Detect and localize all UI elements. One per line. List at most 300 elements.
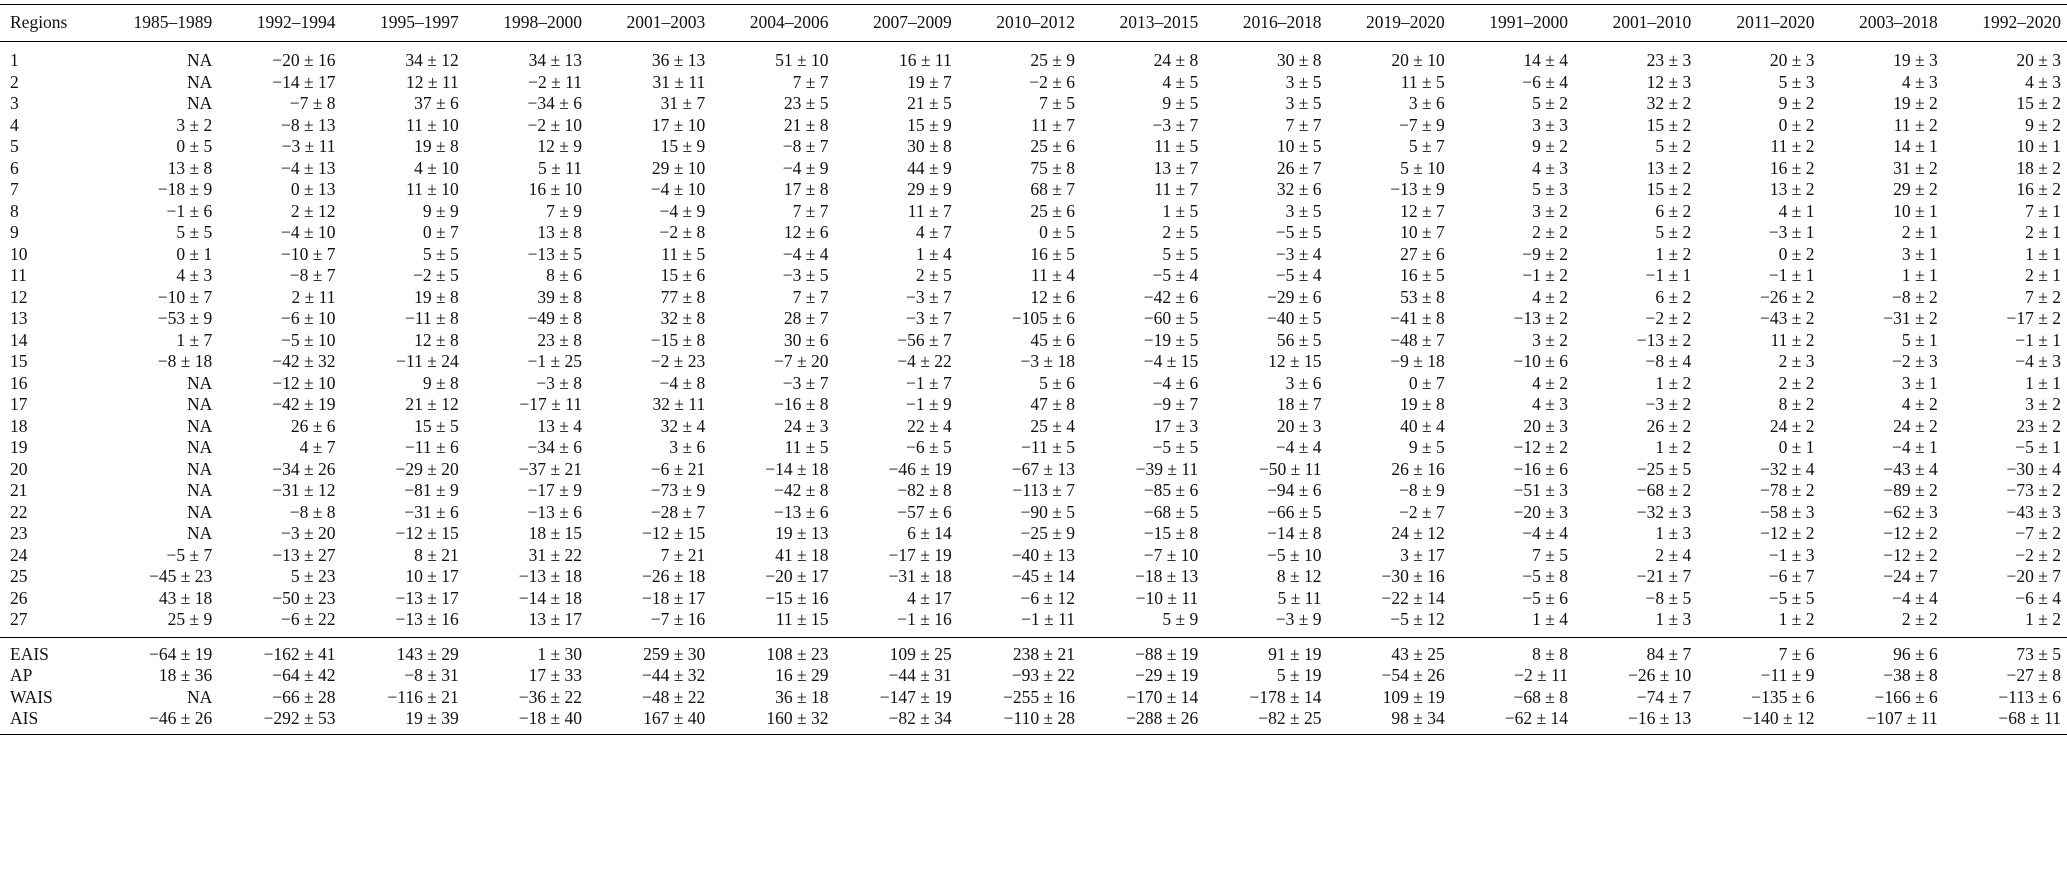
table-cell: 9 ± 2 <box>2025 114 2061 135</box>
table-cell: 29 ± 10 <box>651 157 706 178</box>
table-cell: 4 ± 2 <box>1532 286 1568 307</box>
table-cell: 25 ± 9 <box>167 609 213 629</box>
table-cell: −292 ± 53 <box>218 708 341 734</box>
table-cell: 1 ± 5 <box>1162 200 1199 221</box>
table-cell: −288 ± 26 <box>1081 708 1204 734</box>
table-cell: −10 ± 7 <box>281 243 336 264</box>
table-row <box>0 136 2067 158</box>
column-header: 1992–2020 <box>1944 5 2067 42</box>
table-cell: −8 ± 7 <box>289 265 336 285</box>
row-label: 24 <box>10 544 28 565</box>
table-cell: NA <box>186 523 213 543</box>
table-cell: −40 ± 5 <box>1267 308 1322 328</box>
table-cell: −16 ± 6 <box>1513 458 1568 479</box>
table-cell: −42 ± 8 <box>774 480 829 500</box>
table-cell: −43 ± 2 <box>1760 308 1815 328</box>
table-cell: −45 ± 14 <box>1011 566 1075 586</box>
table-cell: −3 ± 7 <box>1152 114 1199 135</box>
table-cell: −178 ± 14 <box>1249 686 1322 707</box>
table-cell: 15 ± 6 <box>660 265 706 285</box>
table-cell: −67 ± 13 <box>1011 458 1075 479</box>
table-cell: 4 ± 7 <box>915 222 952 242</box>
table-cell: 7 ± 21 <box>660 544 706 565</box>
header-row <box>0 5 2067 42</box>
column-header: 2019–2020 <box>1328 5 1451 42</box>
table-cell: −2 ± 3 <box>1892 351 1938 371</box>
column-header: 2013–2015 <box>1081 5 1204 42</box>
table-cell: −94 ± 6 <box>1267 480 1322 500</box>
table-cell: 7 ± 7 <box>792 200 829 221</box>
table-cell: 5 ± 11 <box>1277 587 1322 608</box>
table-cell: 7 ± 6 <box>1697 637 1820 665</box>
table-cell: −10 ± 6 <box>1513 351 1568 371</box>
table-cell: 40 ± 4 <box>1400 415 1445 436</box>
table-cell: 2 ± 1 <box>2025 265 2061 285</box>
table-cell: −147 ± 19 <box>879 686 952 707</box>
table-cell: 39 ± 8 <box>537 286 582 307</box>
table-cell: 20 ± 10 <box>1391 50 1445 70</box>
table-cell: 4 ± 2 <box>1532 372 1568 393</box>
table-cell: −170 ± 14 <box>1126 686 1199 707</box>
table-cell: −12 ± 2 <box>1883 523 1938 543</box>
table-cell: 28 ± 7 <box>783 308 829 328</box>
table-cell: −20 ± 17 <box>765 566 829 586</box>
table-cell: −42 ± 19 <box>272 394 336 414</box>
table-row <box>0 373 2067 395</box>
table-cell: −5 ± 10 <box>281 329 336 350</box>
table-cell: 25 ± 6 <box>1030 136 1075 156</box>
table-cell: 45 ± 6 <box>1030 329 1075 350</box>
table-cell: −89 ± 2 <box>1883 480 1938 500</box>
table-cell: −68 ± 2 <box>1636 480 1692 500</box>
table-cell: 75 ± 8 <box>1030 157 1075 178</box>
table-cell: −18 ± 17 <box>642 587 706 608</box>
table-cell: −1 ± 16 <box>897 609 952 629</box>
table-cell: 12 ± 3 <box>1646 71 1692 92</box>
table-cell: 0 ± 7 <box>1408 372 1445 393</box>
table-cell: 4 ± 10 <box>414 157 459 178</box>
table-cell: −3 ± 20 <box>281 523 336 543</box>
table-cell: −62 ± 14 <box>1451 708 1574 734</box>
table-cell: 9 ± 9 <box>422 200 459 221</box>
table-cell: 68 ± 7 <box>1030 179 1075 199</box>
table-cell: −46 ± 19 <box>888 458 952 479</box>
table-cell: 19 ± 13 <box>775 523 829 543</box>
table-cell: 16 ± 5 <box>1400 265 1445 285</box>
row-label: 15 <box>10 351 28 371</box>
table-cell: −73 ± 2 <box>2006 480 2061 500</box>
table-cell: 24 ± 12 <box>1391 523 1445 543</box>
table-cell: −7 ± 16 <box>650 609 706 629</box>
table-cell: −20 ± 3 <box>1513 501 1568 522</box>
table-cell: −1 ± 1 <box>1645 265 1692 285</box>
table-cell: −13 ± 6 <box>774 501 829 522</box>
row-label: 25 <box>10 566 28 586</box>
table-cell: 26 ± 7 <box>1276 157 1322 178</box>
table-cell: −3 ± 11 <box>281 136 336 156</box>
table-cell: 8 ± 21 <box>414 544 459 565</box>
table-cell: 2 ± 12 <box>290 200 336 221</box>
table-cell: 91 ± 19 <box>1204 637 1327 665</box>
table-cell: −31 ± 18 <box>888 566 952 586</box>
table-cell: NA <box>186 71 213 92</box>
table-cell: 20 ± 3 <box>1769 50 1815 70</box>
table-cell: 1 ± 2 <box>1655 437 1692 457</box>
row-label: 1 <box>10 50 19 70</box>
row-label: 23 <box>10 523 28 543</box>
table-cell: −42 ± 6 <box>1143 286 1199 307</box>
table-cell: 34 ± 13 <box>528 50 582 70</box>
table-cell: 32 ± 8 <box>660 308 706 328</box>
row-label: 5 <box>10 136 19 156</box>
table-cell: −1 ± 6 <box>166 200 213 221</box>
table-row <box>0 201 2067 223</box>
table-cell: 12 ± 9 <box>537 136 582 156</box>
table-cell: −11 ± 24 <box>396 351 459 371</box>
table-cell: −31 ± 6 <box>404 501 459 522</box>
table-cell: −1 ± 1 <box>1768 265 1815 285</box>
table-cell: −2 ± 11 <box>528 71 582 92</box>
table-cell: −8 ± 18 <box>157 351 213 371</box>
table-cell: 36 ± 18 <box>775 686 829 707</box>
table-cell: −2 ± 2 <box>2015 544 2061 565</box>
table-cell: −9 ± 7 <box>1152 394 1199 414</box>
table-cell: −7 ± 9 <box>1399 114 1445 135</box>
row-label: 4 <box>10 114 19 135</box>
table-cell: −34 ± 6 <box>527 93 582 113</box>
table-cell: 13 ± 8 <box>537 222 582 242</box>
table-cell: 17 ± 8 <box>783 179 829 199</box>
table-cell: 30 ± 8 <box>907 136 952 156</box>
table-cell: 10 ± 1 <box>1893 200 1938 221</box>
table-cell: 5 ± 7 <box>1408 136 1445 156</box>
table-cell: 4 ± 7 <box>299 437 336 457</box>
table-cell: 47 ± 8 <box>1030 394 1075 414</box>
table-cell: −1 ± 3 <box>1768 544 1815 565</box>
table-cell: 19 ± 8 <box>414 286 459 307</box>
table-cell: 31 ± 7 <box>660 93 706 113</box>
summary-rows <box>0 637 2067 734</box>
row-label: 17 <box>10 394 28 414</box>
table-cell: −4 ± 4 <box>1522 523 1568 543</box>
table-cell: −34 ± 6 <box>527 437 582 457</box>
table-cell: −255 ± 16 <box>1003 686 1075 707</box>
table-cell: 15 ± 2 <box>1646 179 1692 199</box>
row-label: 20 <box>10 458 28 479</box>
table-cell: 5 ± 9 <box>1162 609 1199 629</box>
table-cell: −16 ± 13 <box>1574 708 1697 734</box>
table-cell: −2 ± 6 <box>1029 71 1075 92</box>
table-cell: 6 ± 14 <box>907 523 952 543</box>
table-cell: 0 ± 2 <box>1778 243 1815 264</box>
table-cell: 5 ± 11 <box>538 157 582 178</box>
table-cell: 18 ± 15 <box>528 523 582 543</box>
table-cell: 12 ± 8 <box>414 329 459 350</box>
table-row <box>0 394 2067 416</box>
row-label: WAIS <box>10 686 53 707</box>
table-cell: 84 ± 7 <box>1574 637 1697 665</box>
table-cell: 8 ± 12 <box>1276 566 1322 586</box>
table-cell: −49 ± 8 <box>527 308 582 328</box>
table-cell: −113 ± 6 <box>1998 686 2061 707</box>
table-cell: −5 ± 1 <box>2015 437 2061 457</box>
table-cell: −29 ± 19 <box>1135 665 1199 685</box>
table-cell: 11 ± 5 <box>1400 71 1445 92</box>
table-cell: 3 ± 2 <box>1532 200 1568 221</box>
table-cell: 1 ± 4 <box>1532 609 1568 629</box>
table-cell: 4 ± 17 <box>907 587 952 608</box>
table-cell: 5 ± 5 <box>176 222 213 242</box>
column-header-regions: Regions <box>0 5 95 42</box>
table-cell: −62 ± 3 <box>1883 501 1938 522</box>
table-cell: −3 ± 7 <box>906 286 952 307</box>
table-cell: 8 ± 6 <box>546 265 582 285</box>
table-cell: −82 ± 8 <box>897 480 952 500</box>
table-row <box>0 437 2067 459</box>
table-cell: −7 ± 10 <box>1143 544 1199 565</box>
table-row <box>0 287 2067 309</box>
table-cell: 18 ± 36 <box>158 665 213 685</box>
table-cell: 21 ± 8 <box>783 114 829 135</box>
table-cell: 7 ± 7 <box>792 71 829 92</box>
table-cell: 23 ± 2 <box>2016 415 2061 436</box>
row-label: AP <box>10 665 33 685</box>
table-cell: 37 ± 6 <box>414 93 459 113</box>
table-cell: NA <box>186 501 213 522</box>
table-cell: −6 ± 21 <box>650 458 706 479</box>
table-cell: 2 ± 2 <box>1778 372 1815 393</box>
table-cell: 1 ± 2 <box>1655 372 1692 393</box>
table-cell: 98 ± 34 <box>1328 708 1451 734</box>
table-cell: 19 ± 8 <box>1400 394 1445 414</box>
table-cell: 19 ± 2 <box>1893 93 1938 113</box>
table-cell: −51 ± 3 <box>1513 480 1568 500</box>
row-label: 11 <box>10 265 27 285</box>
table-cell: 1 ± 2 <box>1655 243 1692 264</box>
table-cell: −113 ± 7 <box>1012 480 1075 500</box>
table-cell: 8 ± 2 <box>1778 394 1815 414</box>
row-label: 16 <box>10 372 28 393</box>
table-cell: 11 ± 5 <box>661 243 706 264</box>
table-cell: −14 ± 18 <box>765 458 829 479</box>
summary-row <box>0 708 2067 734</box>
table-cell: −29 ± 6 <box>1267 286 1322 307</box>
table-cell: 5 ± 3 <box>1532 179 1568 199</box>
table-cell: −18 ± 40 <box>465 708 588 734</box>
row-label: 12 <box>10 286 28 307</box>
table-cell: 1 ± 3 <box>1655 523 1692 543</box>
table-cell: −54 ± 26 <box>1381 665 1445 685</box>
table-cell: 5 ± 3 <box>1778 71 1815 92</box>
table-cell: −31 ± 2 <box>1883 308 1938 328</box>
table-cell: NA <box>186 93 213 113</box>
table-cell: 16 ± 10 <box>528 179 582 199</box>
table-row <box>0 93 2067 115</box>
table-cell: 32 ± 2 <box>1646 93 1692 113</box>
table-cell: −68 ± 8 <box>1513 686 1568 707</box>
row-label: 26 <box>10 587 28 608</box>
table-cell: 2 ± 4 <box>1655 544 1692 565</box>
table-cell: −13 ± 5 <box>527 243 582 264</box>
table-cell: 6 ± 2 <box>1655 286 1692 307</box>
row-label: 21 <box>10 480 28 500</box>
table-cell: −13 ± 16 <box>395 609 459 629</box>
column-header: 2011–2020 <box>1697 5 1820 42</box>
column-header: 2010–2012 <box>958 5 1081 42</box>
table-cell: 15 ± 2 <box>1646 114 1692 135</box>
table-cell: −32 ± 3 <box>1636 501 1692 522</box>
table-cell: 16 ± 29 <box>775 665 829 685</box>
table-cell: 11 ± 15 <box>775 609 829 629</box>
table-cell: 17 ± 33 <box>528 665 582 685</box>
table-cell: −30 ± 16 <box>1381 566 1445 586</box>
table-cell: −14 ± 17 <box>272 71 336 92</box>
table-row <box>0 502 2067 524</box>
table-cell: −64 ± 19 <box>95 637 218 665</box>
table-cell: −2 ± 2 <box>1645 308 1692 328</box>
table-cell: −14 ± 8 <box>1267 523 1322 543</box>
table-cell: −8 ± 31 <box>404 665 459 685</box>
table-cell: −4 ± 4 <box>1275 437 1322 457</box>
table-cell: 13 ± 8 <box>167 157 213 178</box>
table-cell: NA <box>186 372 213 393</box>
table-cell: 11 ± 7 <box>907 200 952 221</box>
table-cell: 43 ± 25 <box>1328 637 1451 665</box>
table-cell: −3 ± 5 <box>782 265 829 285</box>
table-cell: 24 ± 2 <box>1893 415 1938 436</box>
table-cell: −5 ± 4 <box>1275 265 1322 285</box>
table-cell: −36 ± 22 <box>518 686 582 707</box>
table-cell: 0 ± 2 <box>1778 114 1815 135</box>
table-cell: 14 ± 1 <box>1893 136 1938 156</box>
table-cell: −162 ± 41 <box>218 637 341 665</box>
table-cell: −135 ± 6 <box>1751 686 1815 707</box>
table-cell: −85 ± 6 <box>1143 480 1199 500</box>
table-cell: 15 ± 9 <box>660 136 706 156</box>
table-row <box>0 588 2067 610</box>
table-cell: −57 ± 6 <box>897 501 952 522</box>
table-cell: −64 ± 42 <box>272 665 336 685</box>
table-cell: −1 ± 2 <box>1522 265 1568 285</box>
table-cell: −6 ± 10 <box>281 308 336 328</box>
table-cell: −4 ± 4 <box>1892 587 1938 608</box>
table-cell: −48 ± 22 <box>642 686 706 707</box>
region-rows <box>0 42 2067 638</box>
row-label: 8 <box>10 200 19 221</box>
table-row <box>0 416 2067 438</box>
table-cell: −13 ± 9 <box>1390 179 1445 199</box>
table-cell: 108 ± 23 <box>711 637 834 665</box>
table-cell: 16 ± 5 <box>1030 243 1075 264</box>
table-row <box>0 115 2067 137</box>
table-row <box>0 222 2067 244</box>
table-cell: −26 ± 18 <box>642 566 706 586</box>
table-cell: 73 ± 5 <box>1944 637 2067 665</box>
table-cell: 5 ± 6 <box>1039 372 1075 393</box>
table-cell: −53 ± 9 <box>157 308 213 328</box>
table-cell: 7 ± 7 <box>792 286 829 307</box>
table-cell: 25 ± 6 <box>1030 200 1075 221</box>
table-cell: 1 ± 30 <box>465 637 588 665</box>
table-cell: −7 ± 8 <box>289 93 336 113</box>
table-cell: 77 ± 8 <box>660 286 706 307</box>
table-cell: −8 ± 7 <box>782 136 829 156</box>
table-cell: 10 ± 5 <box>1276 136 1322 156</box>
table-cell: −90 ± 5 <box>1020 501 1075 522</box>
table-cell: −13 ± 27 <box>272 544 336 565</box>
table-cell: 16 ± 2 <box>1769 157 1815 178</box>
table-cell: 30 ± 6 <box>783 329 829 350</box>
table-cell: 26 ± 2 <box>1646 415 1692 436</box>
table-cell: −19 ± 5 <box>1143 329 1199 350</box>
table-cell: NA <box>186 50 213 70</box>
table-cell: 3 ± 2 <box>176 114 213 135</box>
table-cell: −3 ± 2 <box>1645 394 1692 414</box>
table-cell: −3 ± 7 <box>782 372 829 393</box>
table-cell: −17 ± 11 <box>519 394 582 414</box>
table-cell: 29 ± 9 <box>907 179 952 199</box>
table-cell: −1 ± 1 <box>2015 329 2061 350</box>
table-cell: 11 ± 5 <box>784 437 829 457</box>
row-label: 10 <box>10 243 28 264</box>
table-cell: −13 ± 2 <box>1636 329 1692 350</box>
table-cell: −26 ± 2 <box>1760 286 1815 307</box>
table-cell: −1 ± 25 <box>527 351 582 371</box>
table-cell: 26 ± 6 <box>290 415 336 436</box>
table-cell: 36 ± 13 <box>651 50 706 70</box>
row-label: 27 <box>10 609 28 629</box>
table-cell: −5 ± 5 <box>1152 437 1199 457</box>
table-cell: −8 ± 5 <box>1645 587 1692 608</box>
table-cell: −3 ± 1 <box>1768 222 1815 242</box>
table-cell: 11 ± 2 <box>1770 329 1815 350</box>
table-row <box>0 330 2067 352</box>
table-cell: 7 ± 9 <box>546 200 582 221</box>
table-cell: −22 ± 14 <box>1381 587 1445 608</box>
table-cell: −13 ± 6 <box>527 501 582 522</box>
table-cell: −3 ± 7 <box>906 308 952 328</box>
table-cell: 3 ± 3 <box>1532 114 1568 135</box>
table-cell: 56 ± 5 <box>1276 329 1322 350</box>
table-cell: 3 ± 5 <box>1285 200 1322 221</box>
table-cell: −3 ± 8 <box>536 372 582 393</box>
table-cell: 10 ± 17 <box>405 566 459 586</box>
table-cell: −16 ± 8 <box>774 394 829 414</box>
table-cell: 12 ± 6 <box>1030 286 1075 307</box>
table-cell: 25 ± 4 <box>1030 415 1075 436</box>
table-cell: −50 ± 23 <box>272 587 336 608</box>
table-cell: 3 ± 6 <box>669 437 706 457</box>
table-cell: NA <box>186 458 213 479</box>
table-cell: 15 ± 5 <box>414 415 459 436</box>
table-cell: 19 ± 8 <box>414 136 459 156</box>
table-cell: NA <box>186 437 213 457</box>
table-cell: −6 ± 22 <box>281 609 336 629</box>
column-header: 2007–2009 <box>835 5 958 42</box>
table-cell: −93 ± 22 <box>1011 665 1075 685</box>
table-cell: −32 ± 4 <box>1760 458 1815 479</box>
table-cell: −78 ± 2 <box>1760 480 1815 500</box>
table-cell: −140 ± 12 <box>1697 708 1820 734</box>
table-cell: −3 ± 9 <box>1275 609 1322 629</box>
table-cell: 11 ± 5 <box>1154 136 1199 156</box>
table-cell: −48 ± 7 <box>1390 329 1445 350</box>
table-cell: 0 ± 5 <box>1039 222 1075 242</box>
table-cell: −4 ± 9 <box>659 200 706 221</box>
table-cell: −15 ± 16 <box>765 587 829 608</box>
table-cell: −11 ± 8 <box>404 308 459 328</box>
table-cell: −68 ± 11 <box>1944 708 2067 734</box>
